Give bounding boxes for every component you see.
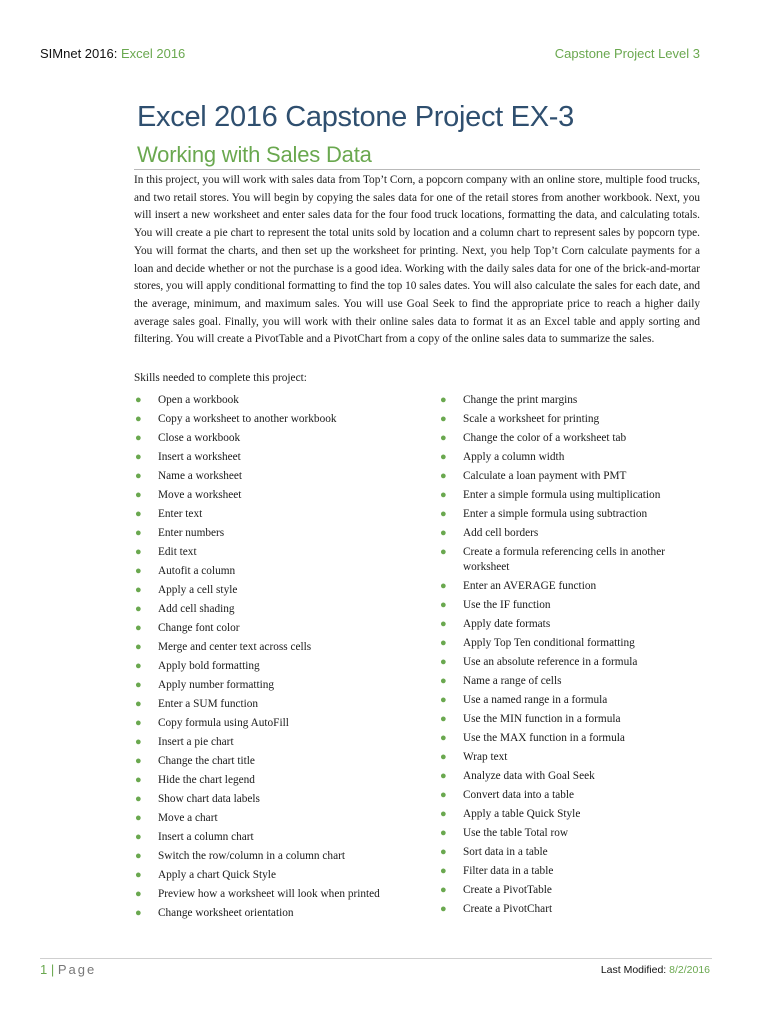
skill-text: Enter an AVERAGE function (463, 580, 597, 592)
bullet-icon: ● (440, 770, 447, 782)
skill-item (439, 674, 704, 689)
bullet-icon: ● (440, 827, 447, 839)
bullet-icon: ● (440, 675, 447, 687)
skill-item (439, 807, 704, 822)
skill-text: Add cell shading (158, 603, 235, 615)
bullet-icon: ● (135, 508, 142, 520)
bullet-icon: ● (135, 793, 142, 805)
bullet-icon: ● (135, 660, 142, 672)
page-title: Excel 2016 Capstone Project EX-3 (137, 101, 574, 133)
skill-item (134, 697, 424, 712)
bullet-icon: ● (135, 679, 142, 691)
skill-text: Apply a table Quick Style (463, 808, 581, 820)
skill-text: Move a chart (158, 812, 218, 824)
skill-text: Open a workbook (158, 394, 239, 406)
footer-divider (40, 958, 712, 959)
skill-item (134, 526, 424, 541)
skill-item (439, 617, 704, 632)
skill-text: Add cell borders (463, 527, 539, 539)
skill-text: Scale a worksheet for printing (463, 413, 600, 425)
skill-text: Copy a worksheet to another workbook (158, 413, 337, 425)
skill-item (134, 887, 424, 902)
page-number: 1 (40, 962, 48, 977)
skill-item (134, 792, 424, 807)
skill-text: Apply bold formatting (158, 660, 260, 672)
skill-text: Analyze data with Goal Seek (463, 770, 595, 782)
skill-item (134, 621, 424, 636)
skill-text: Use a named range in a formula (463, 694, 608, 706)
skill-item (439, 636, 704, 651)
skill-text: Use the table Total row (463, 827, 569, 839)
skill-item (134, 450, 424, 465)
skill-item (439, 450, 704, 465)
skill-item (134, 602, 424, 617)
skill-item (439, 845, 704, 860)
skill-item (134, 545, 424, 560)
skill-item (134, 906, 424, 921)
page-subtitle: Working with Sales Data (137, 142, 372, 167)
bullet-icon: ● (440, 656, 447, 668)
skill-text: Enter a SUM function (158, 698, 259, 710)
bullet-icon: ● (135, 622, 142, 634)
footer-separator: | (50, 962, 55, 977)
skill-item (439, 507, 704, 522)
skill-text: Create a formula referencing cells in another worksheet (463, 546, 665, 573)
bullet-icon: ● (440, 637, 447, 649)
skill-item (439, 526, 704, 541)
skill-text: Use the IF function (463, 599, 551, 611)
skill-item (439, 826, 704, 841)
bullet-icon: ● (135, 831, 142, 843)
skill-item (439, 598, 704, 613)
skill-text: Apply number formatting (158, 679, 275, 691)
intro-paragraph: In this project, you will work with sales data from Top’t Corn, a popcorn company with an online store, multiple food trucks, and two retail stores. You will begin by copying the sales data for one of the retail stores from another workbook. Next, you will insert a new worksheet and enter sales data for the four food truck locations, formatting the data, and calculating totals. You will create a pie chart to represent the total units sold by location and a column chart to represent sales by popcorn type. You will format the charts, and then set up the worksheet for printing. Next, you help Top’t Corn calculate payments for a loan and decide whether or not the purchase is a good idea. Working with the daily sales data for one of the brick-and-mortar stores, you will apply conditional formatting to find the top 10 sales dates. You will also calculate the sales for each date, and the average, minimum, and maximum sales. You will use Goal Seek to find the appropriate price to reach a higher daily average sales goal. Finally, you will work with their online sales data to format it as an Excel table and apply sorting and filtering. You will create a PivotTable and a PivotChart from a copy of the online sales data to summarize the sales. (134, 174, 700, 346)
bullet-icon: ● (135, 755, 142, 767)
bullet-icon: ● (135, 774, 142, 786)
skill-item (134, 716, 424, 731)
skill-item (439, 864, 704, 879)
bullet-icon: ● (440, 865, 447, 877)
skill-text: Use the MAX function in a formula (463, 732, 625, 744)
skill-text: Filter data in a table (463, 865, 554, 877)
skill-text: Insert a worksheet (158, 451, 241, 463)
skill-text: Copy formula using AutoFill (158, 717, 289, 729)
bullet-icon: ● (440, 580, 447, 592)
skill-text: Name a worksheet (158, 470, 243, 482)
bullet-icon: ● (135, 812, 142, 824)
skill-text: Apply date formats (463, 618, 551, 630)
skill-text: Change font color (158, 622, 240, 634)
bullet-icon: ● (135, 641, 142, 653)
bullet-icon: ● (135, 527, 142, 539)
bullet-icon: ● (135, 736, 142, 748)
bullet-icon: ● (135, 603, 142, 615)
skill-item (439, 469, 704, 484)
skill-item (439, 750, 704, 765)
bullet-icon: ● (135, 489, 142, 501)
skill-item (134, 773, 424, 788)
skill-item (439, 712, 704, 727)
bullet-icon: ● (440, 394, 447, 406)
bullet-icon: ● (135, 850, 142, 862)
skill-item (134, 412, 424, 427)
skill-text: Change the print margins (463, 394, 578, 406)
skill-text: Edit text (158, 546, 197, 558)
skill-text: Use the MIN function in a formula (463, 713, 621, 725)
skill-item (439, 731, 704, 746)
bullet-icon: ● (440, 846, 447, 858)
skill-item (134, 868, 424, 883)
bullet-icon: ● (440, 713, 447, 725)
header-app: Excel 2016 (120, 46, 186, 61)
skill-text: Apply a cell style (158, 584, 238, 596)
bullet-icon: ● (440, 903, 447, 915)
bullet-icon: ● (440, 618, 447, 630)
skill-text: Hide the chart legend (158, 774, 255, 786)
bullet-icon: ● (440, 599, 447, 611)
skill-item (439, 655, 704, 670)
skill-item (439, 883, 704, 898)
skill-item (439, 788, 704, 803)
bullet-icon: ● (135, 698, 142, 710)
skill-item (134, 583, 424, 598)
skill-text: Enter text (158, 508, 203, 520)
bullet-icon: ● (440, 489, 447, 501)
skill-text: Insert a column chart (158, 831, 254, 843)
skill-text: Create a PivotTable (463, 884, 552, 896)
skill-text: Merge and center text across cells (158, 641, 312, 653)
bullet-icon: ● (440, 527, 447, 539)
bullet-icon: ● (440, 751, 447, 763)
bullet-icon: ● (135, 546, 142, 558)
skill-text: Wrap text (463, 751, 508, 763)
skill-item (134, 754, 424, 769)
skill-item (134, 564, 424, 579)
bullet-icon: ● (135, 432, 142, 444)
skill-text: Close a workbook (158, 432, 241, 444)
bullet-icon: ● (440, 546, 447, 558)
skill-item (134, 659, 424, 674)
skill-text: Apply a chart Quick Style (158, 869, 276, 881)
header-left (40, 46, 185, 61)
bullet-icon: ● (135, 869, 142, 881)
skill-text: Enter numbers (158, 527, 225, 539)
title-divider (134, 169, 700, 170)
bullet-icon: ● (440, 470, 447, 482)
bullet-icon: ● (135, 907, 142, 919)
skill-item (134, 431, 424, 446)
skill-item (134, 735, 424, 750)
skill-text: Convert data into a table (463, 789, 575, 801)
skill-item (134, 811, 424, 826)
page-label: Page (57, 962, 97, 977)
bullet-icon: ● (135, 451, 142, 463)
skill-text: Enter a simple formula using subtraction (463, 508, 648, 520)
bullet-icon: ● (135, 717, 142, 729)
skill-item (439, 693, 704, 708)
skill-text: Move a worksheet (158, 489, 242, 501)
header-product: SIMnet 2016: (40, 46, 118, 61)
skill-item (439, 579, 704, 594)
skill-text: Apply Top Ten conditional formatting (463, 637, 635, 649)
bullet-icon: ● (440, 694, 447, 706)
bullet-icon: ● (440, 884, 447, 896)
skill-item (439, 769, 704, 784)
bullet-icon: ● (135, 584, 142, 596)
skill-item (439, 902, 704, 917)
skill-item (439, 393, 704, 408)
skill-text: Change the color of a worksheet tab (463, 432, 627, 444)
skill-text: Autofit a column (158, 565, 236, 577)
skill-text: Change worksheet orientation (158, 907, 294, 919)
skill-item (439, 488, 704, 503)
bullet-icon: ● (135, 565, 142, 577)
skill-item (439, 545, 704, 575)
bullet-icon: ● (440, 732, 447, 744)
skill-text: Apply a column width (463, 451, 565, 463)
bullet-icon: ● (440, 808, 447, 820)
skill-item (134, 849, 424, 864)
skill-item (439, 412, 704, 427)
skill-text: Change the chart title (158, 755, 255, 767)
skill-text: Preview how a worksheet will look when printed (158, 888, 380, 900)
bullet-icon: ● (440, 789, 447, 801)
bullet-icon: ● (135, 413, 142, 425)
skills-list-left (134, 393, 424, 925)
skill-item (134, 488, 424, 503)
skill-text: Create a PivotChart (463, 903, 553, 915)
header-project-level: Capstone Project Level 3 (554, 46, 700, 61)
last-modified (601, 964, 710, 976)
skills-heading: Skills needed to complete this project: (134, 372, 307, 384)
skill-item (134, 507, 424, 522)
last-modified-label: Last Modified: (600, 964, 667, 976)
skill-text: Switch the row/column in a column chart (158, 850, 345, 862)
skills-list-right (439, 393, 704, 921)
bullet-icon: ● (440, 508, 447, 520)
bullet-icon: ● (135, 394, 142, 406)
bullet-icon: ● (135, 470, 142, 482)
skill-text: Enter a simple formula using multiplication (463, 489, 661, 501)
skill-text: Name a range of cells (463, 675, 562, 687)
bullet-icon: ● (440, 432, 447, 444)
skill-text: Use an absolute reference in a formula (463, 656, 638, 668)
skill-item (439, 431, 704, 446)
skill-item (134, 830, 424, 845)
bullet-icon: ● (440, 413, 447, 425)
skill-text: Insert a pie chart (158, 736, 234, 748)
skill-text: Calculate a loan payment with PMT (463, 470, 627, 482)
bullet-icon: ● (440, 451, 447, 463)
skill-text: Show chart data labels (158, 793, 260, 805)
page-number-footer (40, 962, 96, 977)
skill-item (134, 678, 424, 693)
skill-item (134, 469, 424, 484)
skill-item (134, 393, 424, 408)
skill-item (134, 640, 424, 655)
bullet-icon: ● (135, 888, 142, 900)
last-modified-date: 8/2/2016 (669, 964, 710, 976)
skill-text: Sort data in a table (463, 846, 548, 858)
